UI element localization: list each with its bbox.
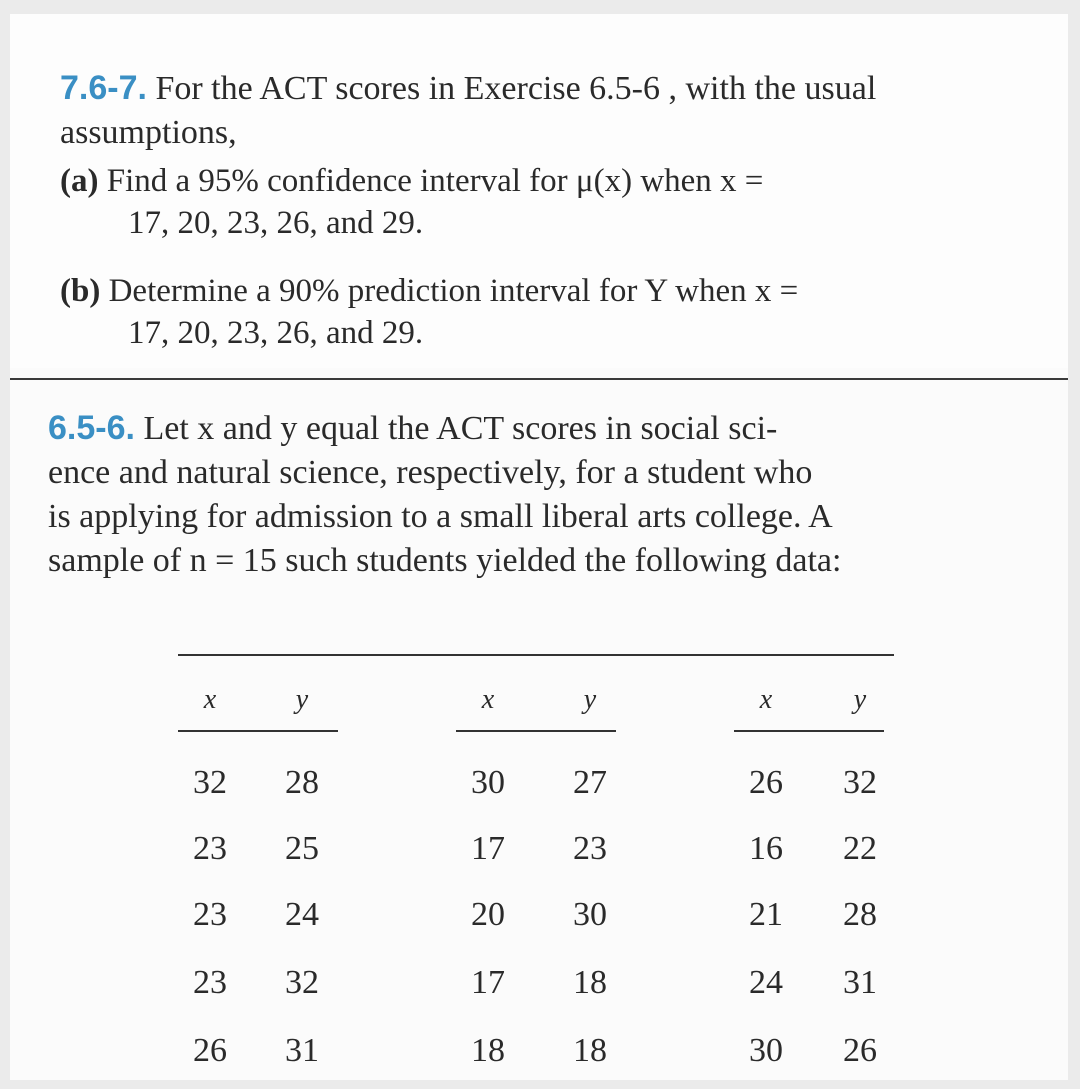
table-cell-x: 17 [471, 830, 505, 867]
table-cell-x: 16 [749, 830, 783, 867]
table-cell-y: 18 [573, 964, 607, 1001]
column-header-rule [178, 730, 338, 732]
exercise-7-6-7-intro [60, 66, 1030, 155]
part-a [60, 160, 1020, 244]
table-cell-x: 24 [749, 964, 783, 1001]
table-cell-y: 31 [285, 1032, 319, 1069]
exercise-7-6-7-card [10, 14, 1068, 368]
page-sheet [10, 14, 1068, 1080]
part-b-line-1: Determine a 90% prediction interval for Y when x = [108, 273, 799, 309]
table-cell-y: 18 [573, 1032, 607, 1069]
column-header-x: x [203, 684, 217, 715]
table-cell-y: 28 [285, 764, 319, 801]
table-cell-x: 32 [193, 764, 227, 801]
column-header-x: x [481, 684, 495, 715]
table-cell-y: 23 [573, 830, 607, 867]
table-cell-x: 21 [749, 896, 783, 933]
table-cell-x: 26 [193, 1032, 227, 1069]
table-cell-y: 26 [843, 1032, 877, 1069]
ex2-line-3: is applying for admission to a small liberal arts college. A [48, 498, 833, 535]
table-cell-y: 32 [843, 764, 877, 801]
table-cell-y: 30 [573, 896, 607, 933]
table-cell-y: 22 [843, 830, 877, 867]
ex2-line-4: sample of n = 15 such students yielded the following data: [48, 542, 842, 579]
ex2-line-2: ence and natural science, respectively, for a student who [48, 454, 813, 491]
ex2-line-1: Let x and y equal the ACT scores in social sci- [143, 410, 778, 447]
column-header-rule [734, 730, 884, 732]
table-cell-x: 30 [471, 764, 505, 801]
table-cell-x: 23 [193, 964, 227, 1001]
table-cell-y: 24 [285, 896, 319, 933]
part-a-line-2: 17, 20, 23, 26, and 29. [128, 205, 424, 241]
exercise-6-5-6-text [48, 406, 1028, 583]
intro-line-1: For the ACT scores in Exercise 6.5-6 , with the usual [155, 70, 877, 107]
column-header-rule [456, 730, 616, 732]
exercise-number: 7.6-7. [60, 69, 147, 107]
column-header-y: y [583, 684, 597, 715]
table-cell-x: 17 [471, 964, 505, 1001]
table-cell-y: 27 [573, 764, 607, 801]
part-b-label: (b) [60, 273, 101, 309]
column-header-y: y [853, 684, 867, 715]
table-cell-x: 20 [471, 896, 505, 933]
table-cell-x: 26 [749, 764, 783, 801]
table-cell-y: 25 [285, 830, 319, 867]
table-cell-x: 23 [193, 896, 227, 933]
intro-line-2: assumptions, [60, 114, 237, 151]
table-cell-y: 28 [843, 896, 877, 933]
table-top-rule [178, 654, 894, 656]
table-cell-x: 30 [749, 1032, 783, 1069]
part-a-line-1: Find a 95% confidence interval for μ(x) when x = [106, 163, 764, 199]
table-cell-y: 32 [285, 964, 319, 1001]
table-cell-y: 31 [843, 964, 877, 1001]
table-cell-x: 18 [471, 1032, 505, 1069]
part-a-label: (a) [60, 163, 99, 199]
part-b-line-2: 17, 20, 23, 26, and 29. [128, 315, 424, 351]
section-divider [10, 378, 1068, 380]
table-cell-x: 23 [193, 830, 227, 867]
column-header-y: y [295, 684, 309, 715]
column-header-x: x [759, 684, 773, 715]
exercise-number: 6.5-6. [48, 409, 135, 447]
part-b [60, 270, 1020, 354]
